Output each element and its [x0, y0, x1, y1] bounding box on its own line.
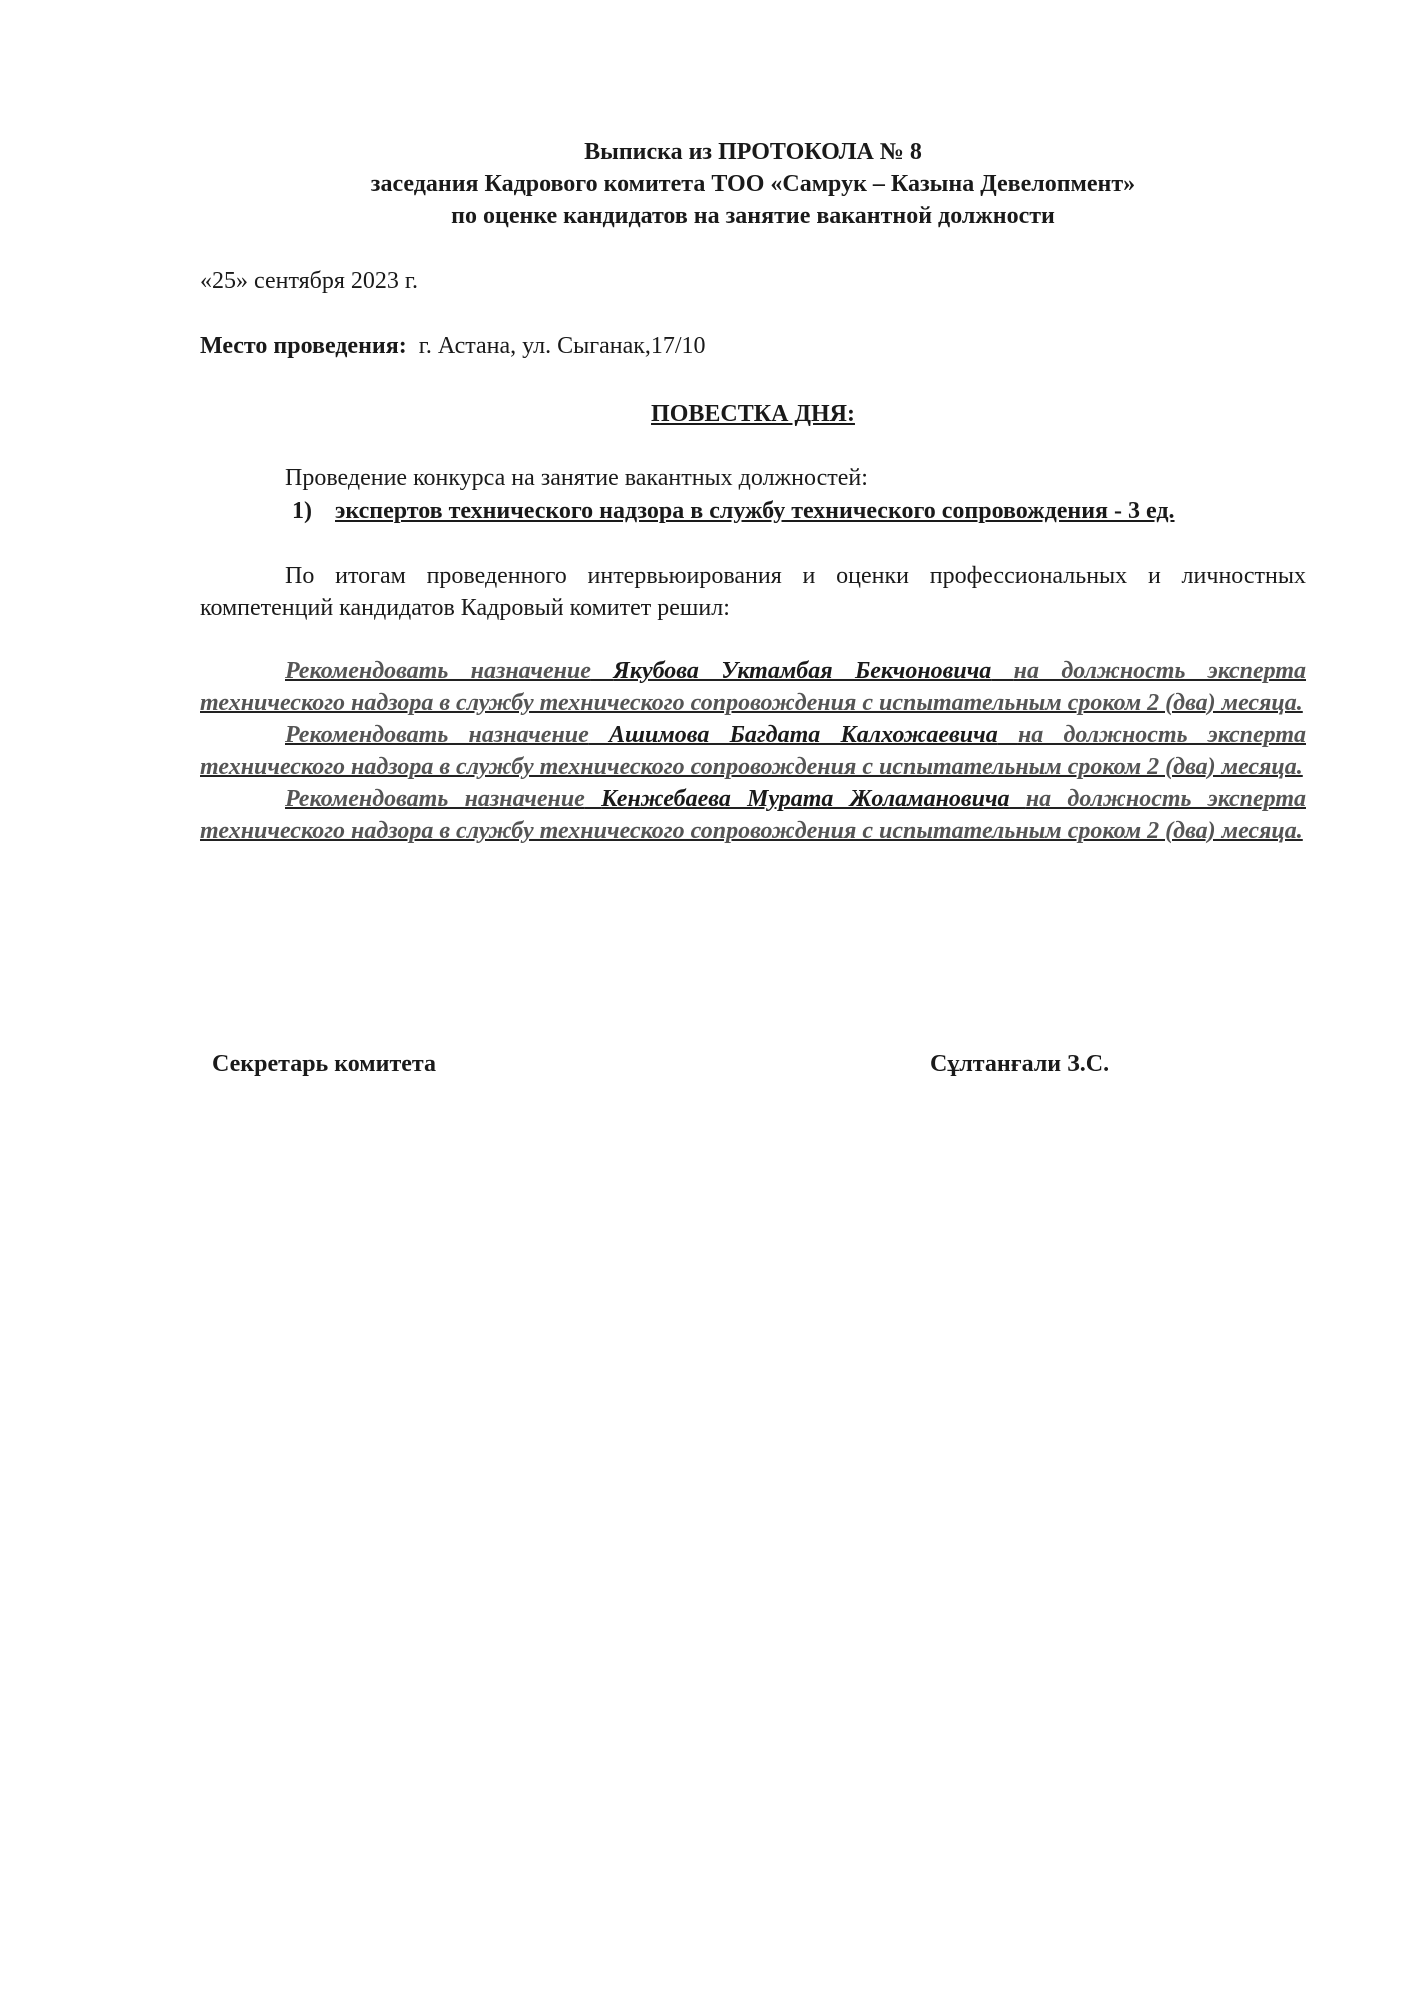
signature-name: Сұлтанғали З.С.	[930, 1051, 1110, 1077]
recommendation-1	[200, 655, 1306, 719]
recommendation-prefix: Рекомендовать назначение	[285, 786, 585, 812]
agenda-item-text: экспертов технического надзора в службу технического сопровождения - 3 ед.	[335, 498, 1175, 524]
recommendation-3	[200, 783, 1306, 847]
recommendation-suffix: на должность эксперта технического надзора в службу технического сопровождения с испытательным сроком 2 (два) месяца.	[200, 786, 1306, 844]
recommendation-2	[200, 719, 1306, 783]
title-line-2: заседания Кадрового комитета ТОО «Самрук – Казына Девелопмент»	[370, 171, 1136, 197]
result-paragraph: По итогам проведенного интервьюирования и оценки профессиональных и личностных компетенций кандидатов Кадровый комитет решил:	[200, 563, 1306, 621]
document-title	[200, 136, 1306, 232]
agenda-item-number: 1)	[292, 498, 312, 524]
meeting-place	[200, 330, 706, 362]
agenda-intro: Проведение конкурса на занятие вакантных должностей:	[285, 465, 868, 491]
recommendation-suffix: на должность эксперта технического надзора в службу технического сопровождения с испытательным сроком 2 (два) месяца.	[200, 658, 1307, 716]
title-line-1: Выписка из ПРОТОКОЛА № 8	[584, 139, 922, 165]
agenda-title: ПОВЕСТКА ДНЯ:	[651, 401, 855, 427]
signature-role: Секретарь комитета	[212, 1051, 436, 1077]
place-value: г. Астана, ул. Сыганак,17/10	[418, 333, 706, 359]
recommendation-prefix: Рекомендовать назначение	[285, 658, 591, 684]
recommendation-suffix: на должность эксперта технического надзора в службу технического сопровождения с испытательным сроком 2 (два) месяца.	[200, 722, 1307, 780]
meeting-date: «25» сентября 2023 г.	[200, 268, 419, 294]
recommendation-prefix: Рекомендовать назначение	[285, 722, 589, 748]
candidate-name: Якубова Уктамбая Бекчоновича	[613, 658, 992, 684]
candidate-name: Кенжебаева Мурата Жоламановича	[601, 786, 1010, 812]
place-label: Место проведения:	[200, 333, 407, 359]
recommendations	[200, 655, 1306, 847]
candidate-name: Ашимова Багдата Калхожаевича	[609, 722, 998, 748]
title-line-3: по оценке кандидатов на занятие вакантной должности	[451, 203, 1055, 229]
